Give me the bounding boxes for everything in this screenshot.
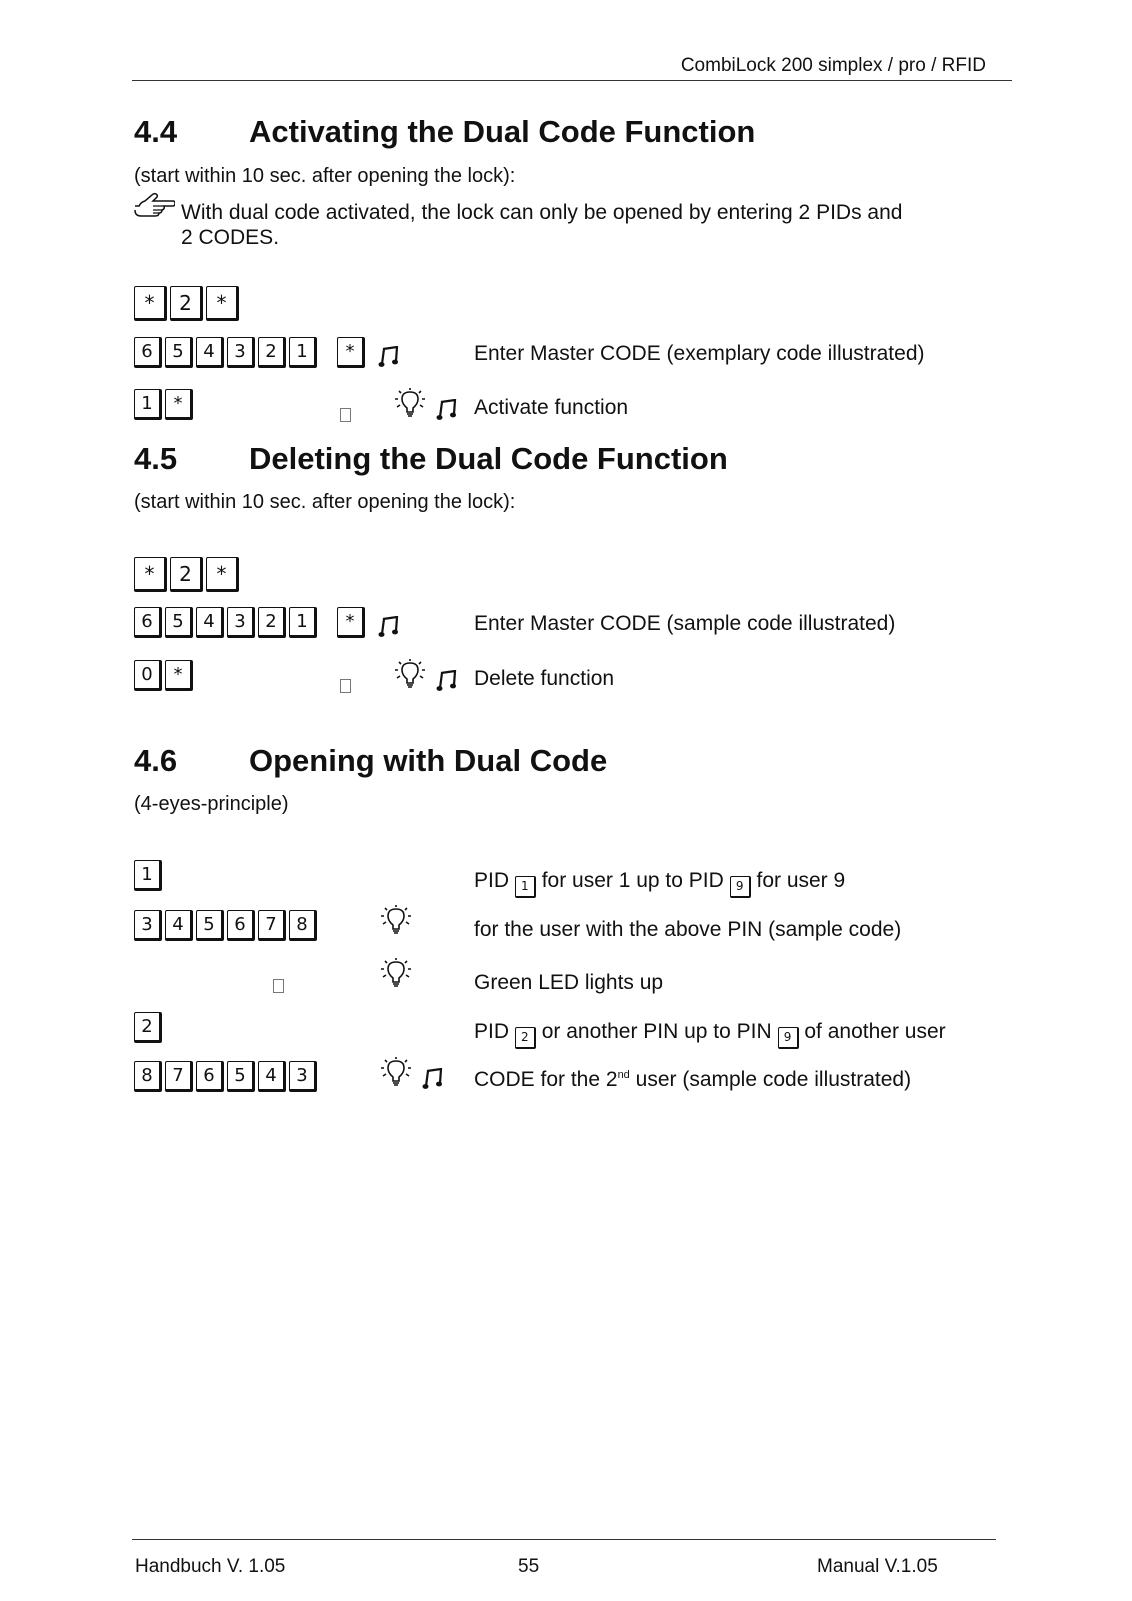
section-4-5-title: Deleting the Dual Code Function [249, 441, 728, 476]
section-4-4-note-line1: With dual code activated, the lock can only be opened by entering 2 PIDs and [181, 201, 903, 224]
section-4-5-desc-row3: Delete function [474, 667, 615, 690]
keypad-key: * [337, 607, 365, 638]
keypad-key: 4 [258, 1061, 286, 1092]
section-4-4-keys-row3 [134, 389, 193, 420]
keypad-key: 6 [196, 1061, 224, 1092]
arrow-placeholder-icon [340, 408, 351, 422]
keypad-key: 6 [227, 910, 255, 941]
arrow-placeholder-icon [273, 979, 284, 993]
desc-text: of another user [804, 1020, 946, 1043]
keypad-key: * [206, 286, 239, 321]
beep-note-icon [378, 346, 400, 368]
keypad-key: 7 [258, 910, 286, 941]
keypad-key: 8 [289, 910, 317, 941]
beep-note-icon [378, 616, 400, 638]
section-4-6-keys-row2 [134, 910, 317, 941]
keypad-key: 6 [134, 337, 162, 368]
section-4-6-desc-row5 [474, 1068, 911, 1092]
section-4-6-desc-row3: Green LED lights up [474, 971, 664, 994]
beep-note-icon [422, 1068, 444, 1090]
keypad-key: * [337, 337, 365, 368]
desc-text: PID [474, 1020, 510, 1043]
page-number: 55 [518, 1556, 540, 1577]
keypad-key: 5 [165, 337, 193, 368]
keypad-key: * [134, 557, 167, 592]
keypad-key: 1 [134, 860, 162, 891]
keypad-key: 2 [134, 1012, 162, 1043]
desc-text: for user 1 up to PID [541, 869, 724, 892]
keypad-key: 4 [165, 910, 193, 941]
desc-text: for user 9 [756, 869, 846, 892]
arrow-placeholder-icon [340, 679, 351, 693]
section-4-6-desc-row4 [474, 1020, 946, 1049]
led-bulb-icon [394, 659, 432, 695]
section-4-4-keys-row1 [134, 286, 239, 321]
keypad-key: 2 [258, 607, 286, 638]
section-4-6-keys-row1 [134, 860, 162, 891]
keypad-key: 8 [134, 1061, 162, 1092]
desc-text: user (sample code illustrated) [635, 1068, 912, 1091]
section-4-5-keys-row3 [134, 660, 193, 691]
section-4-6-desc-row1 [474, 869, 845, 898]
section-4-4-note-line2: 2 CODES. [181, 226, 280, 249]
keypad-key: * [165, 660, 193, 691]
keypad-key: 3 [227, 607, 255, 638]
keypad-key: 1 [134, 389, 162, 420]
led-bulb-icon [380, 905, 418, 941]
keypad-key: 2 [170, 557, 203, 592]
keypad-key: 2 [515, 1027, 536, 1049]
keypad-key: 3 [227, 337, 255, 368]
superscript: nd [617, 1069, 630, 1081]
keypad-key: 2 [170, 286, 203, 321]
led-bulb-icon [380, 1057, 418, 1093]
section-4-4-desc-row2: Enter Master CODE (exemplary code illustrated) [474, 342, 925, 365]
led-bulb-icon [394, 388, 432, 424]
keypad-key: 3 [289, 1061, 317, 1092]
section-4-5-desc-row2: Enter Master CODE (sample code illustrated) [474, 612, 896, 635]
keypad-key: 5 [165, 607, 193, 638]
keypad-key: 9 [778, 1027, 799, 1049]
desc-text: PID [474, 869, 510, 892]
section-4-6-keys-row5 [134, 1061, 317, 1092]
section-4-6-subtitle: (4-eyes-principle) [134, 793, 289, 815]
section-4-5-keys-row1 [134, 557, 239, 592]
desc-text: or another PIN up to PIN [541, 1020, 772, 1043]
header-divider [132, 80, 1012, 81]
footer-left: Handbuch V. 1.05 [135, 1556, 286, 1577]
section-4-4-desc-row3: Activate function [474, 396, 629, 419]
keypad-key: 2 [258, 337, 286, 368]
section-4-6-desc-row2: for the user with the above PIN (sample code) [474, 918, 902, 941]
section-4-5-keys-row2 [134, 607, 317, 638]
section-4-5-subtitle: (start within 10 sec. after opening the lock): [134, 491, 516, 513]
keypad-key: 1 [289, 337, 317, 368]
keypad-key: 4 [196, 337, 224, 368]
section-4-6-keys-row4 [134, 1012, 162, 1043]
section-4-4-number: 4.4 [134, 114, 178, 149]
keypad-key: 5 [196, 910, 224, 941]
beep-note-icon [436, 399, 458, 421]
keypad-key: 6 [134, 607, 162, 638]
keypad-key: 9 [730, 876, 751, 898]
section-4-4-confirm-key [337, 337, 365, 368]
section-4-4-keys-row2 [134, 337, 317, 368]
led-bulb-icon [380, 958, 418, 994]
section-4-6-title: Opening with Dual Code [249, 743, 608, 778]
keypad-key: * [206, 557, 239, 592]
keypad-key: 1 [515, 876, 536, 898]
keypad-key: 3 [134, 910, 162, 941]
keypad-key: * [134, 286, 167, 321]
keypad-key: 0 [134, 660, 162, 691]
section-4-4-title: Activating the Dual Code Function [249, 114, 756, 149]
pointing-hand-icon [133, 192, 175, 220]
keypad-key: * [165, 389, 193, 420]
section-4-5-confirm-key [337, 607, 365, 638]
section-4-4-subtitle: (start within 10 sec. after opening the lock): [134, 165, 516, 187]
keypad-key: 4 [196, 607, 224, 638]
keypad-key: 1 [289, 607, 317, 638]
footer-divider [132, 1539, 996, 1540]
footer-right: Manual V.1.05 [817, 1556, 938, 1577]
section-4-5-number: 4.5 [134, 441, 178, 476]
page-header-title: CombiLock 200 simplex / pro / RFID [680, 55, 986, 76]
desc-text: CODE for the 2 [474, 1068, 618, 1091]
keypad-key: 7 [165, 1061, 193, 1092]
section-4-6-number: 4.6 [134, 743, 178, 778]
beep-note-icon [436, 670, 458, 692]
keypad-key: 5 [227, 1061, 255, 1092]
